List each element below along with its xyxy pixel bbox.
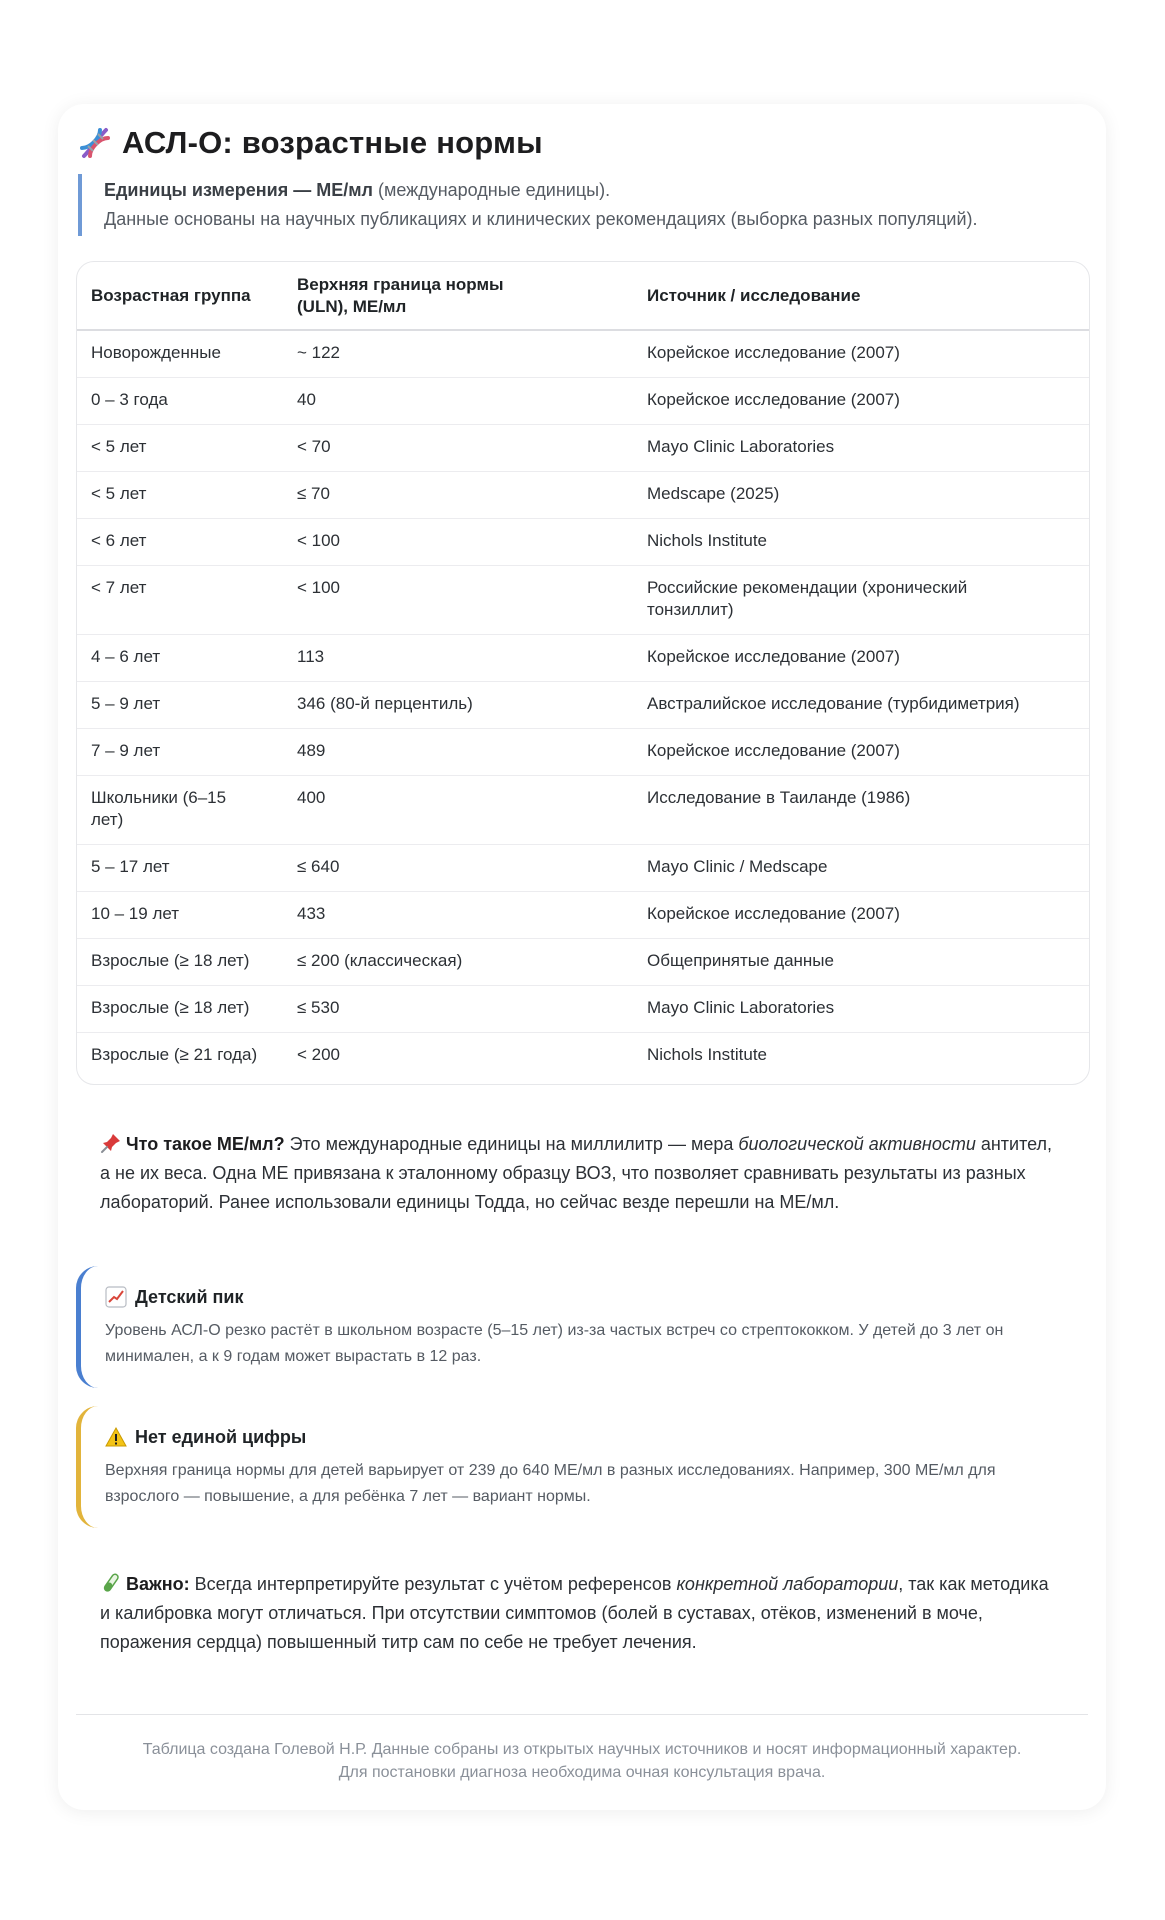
cell-source: Корейское исследование (2007) bbox=[633, 891, 1089, 938]
cell-source: Общепринятые данные bbox=[633, 938, 1089, 985]
units-label: Единицы измерения — МЕ/мл bbox=[104, 180, 373, 200]
cell-source: Nichols Institute bbox=[647, 1044, 767, 1064]
dna-icon bbox=[78, 126, 112, 160]
table-row bbox=[77, 775, 1089, 844]
cell-uln: ≤ 640 bbox=[283, 844, 633, 891]
chart-up-icon bbox=[105, 1286, 127, 1308]
cell-age: Взрослые (≥ 21 года) bbox=[91, 1044, 258, 1064]
cell-uln: 489 bbox=[283, 728, 633, 775]
warning-icon bbox=[105, 1426, 127, 1448]
cell-uln: 40 bbox=[283, 377, 633, 424]
footer-divider bbox=[76, 1714, 1088, 1715]
table-header-row bbox=[77, 262, 1089, 330]
callout-warn-body: Верхняя граница нормы для детей варьирует от 239 до 640 МЕ/мл в разных исследованиях. Например, 300 МЕ/мл для взрослого — повышение, а для ребёнка 7 лет — вариант нормы. bbox=[105, 1462, 996, 1505]
test-tube-icon bbox=[100, 1572, 122, 1594]
callout-peak-heading bbox=[105, 1282, 1086, 1312]
table-row bbox=[77, 518, 1089, 565]
cell-source: Корейское исследование (2007) bbox=[633, 728, 1089, 775]
cell-source: Корейское исследование (2007) bbox=[633, 377, 1089, 424]
important-note bbox=[100, 1570, 1060, 1657]
callout-no-single-number bbox=[76, 1406, 1086, 1528]
cell-uln: 113 bbox=[283, 634, 633, 681]
table-row bbox=[77, 728, 1089, 775]
cell-source: Корейское исследование (2007) bbox=[633, 330, 1089, 377]
table-row bbox=[77, 634, 1089, 681]
cell-age bbox=[77, 775, 283, 844]
callout-warn-title: Нет единой цифры bbox=[135, 1426, 307, 1447]
table-row bbox=[77, 1032, 1089, 1079]
cell-source: Австралийское исследование (турбидиметрия) bbox=[633, 681, 1089, 728]
cell-source: Корейское исследование (2007) bbox=[633, 634, 1089, 681]
cell-uln: 346 (80-й перцентиль) bbox=[283, 681, 633, 728]
important-label: Важно: bbox=[126, 1574, 190, 1594]
cell-age: Взрослые (≥ 18 лет) bbox=[77, 938, 283, 985]
callout-peak-title: Детский пик bbox=[135, 1286, 244, 1307]
cell-source: Исследование в Таиланде (1986) bbox=[633, 775, 1089, 844]
footer-line-1: Таблица создана Голевой Н.Р. Данные собраны из открытых научных источников и носят информационный характер. bbox=[142, 1741, 1022, 1758]
table-row bbox=[77, 330, 1089, 377]
units-explainer bbox=[100, 1130, 1060, 1217]
cell-uln: 400 bbox=[283, 775, 633, 844]
cell-source: Medscape (2025) bbox=[633, 471, 1089, 518]
intro-block bbox=[78, 174, 1104, 236]
callout-childhood-peak bbox=[76, 1266, 1086, 1388]
table-row bbox=[77, 471, 1089, 518]
table-row bbox=[77, 891, 1089, 938]
units-explainer-italic: биологической активности bbox=[738, 1134, 976, 1154]
cell-uln: ≤ 70 bbox=[283, 471, 633, 518]
cell-age: 5 – 17 лет bbox=[77, 844, 283, 891]
units-explainer-title: Что такое МЕ/мл? bbox=[126, 1134, 285, 1154]
callout-warn-heading bbox=[105, 1422, 1086, 1452]
cell-age-text: Школьники (6–15 лет) bbox=[91, 787, 227, 829]
cell-age: 10 – 19 лет bbox=[77, 891, 283, 938]
cell-uln: < 100 bbox=[283, 518, 633, 565]
column-header-age: Возрастная группа bbox=[77, 262, 283, 330]
content-card bbox=[58, 104, 1106, 1810]
footer-line-2: Для постановки диагноза необходима очная консультация врача. bbox=[338, 1764, 826, 1781]
cell-source: Mayo Clinic Laboratories bbox=[633, 424, 1089, 471]
cell-source-text: Российские рекомендации (хронический тонзиллит) bbox=[647, 577, 968, 619]
page-title: АСЛ-О: возрастные нормы bbox=[122, 125, 543, 160]
cell-source: Mayo Clinic / Medscape bbox=[633, 844, 1089, 891]
important-text1: Всегда интерпретируйте результат с учётом референсов bbox=[189, 1574, 677, 1594]
cell-age: 7 – 9 лет bbox=[77, 728, 283, 775]
column-header-uln bbox=[283, 262, 633, 330]
norms-table bbox=[76, 261, 1090, 1085]
cell-age: 0 – 3 года bbox=[77, 377, 283, 424]
table-row bbox=[77, 938, 1089, 985]
cell-age: 5 – 9 лет bbox=[77, 681, 283, 728]
column-header-source: Источник / исследование bbox=[633, 262, 1089, 330]
cell-age: < 7 лет bbox=[77, 565, 283, 634]
column-header-uln-label: Верхняя граница нормы (ULN), МЕ/мл bbox=[297, 274, 504, 316]
table-row bbox=[77, 681, 1089, 728]
cell-uln: 433 bbox=[283, 891, 633, 938]
cell-uln: ≤ 200 (классическая) bbox=[283, 938, 633, 985]
callout-peak-body: Уровень АСЛ-О резко растёт в школьном возрасте (5–15 лет) из-за частых встреч со стрептококком. У детей до 3 лет он минимален, а к 9 годам может вырастать в 12 раз. bbox=[105, 1322, 1004, 1365]
cell-source: Nichols Institute bbox=[633, 518, 1089, 565]
cell-source bbox=[633, 565, 1089, 634]
table-row bbox=[77, 844, 1089, 891]
table-row bbox=[77, 565, 1089, 634]
units-explainer-text1: Это международные единицы на миллилитр — мера bbox=[284, 1134, 739, 1154]
cell-source: Mayo Clinic Laboratories bbox=[633, 985, 1089, 1032]
cell-uln: ~ 122 bbox=[283, 330, 633, 377]
cell-age: < 5 лет bbox=[77, 424, 283, 471]
units-note: (международные единицы). bbox=[372, 180, 611, 200]
pushpin-icon bbox=[100, 1132, 122, 1154]
important-italic: конкретной лаборатории bbox=[676, 1574, 899, 1594]
table-row bbox=[77, 985, 1089, 1032]
title-row bbox=[78, 118, 543, 168]
cell-age: 4 – 6 лет bbox=[77, 634, 283, 681]
cell-age: Взрослые (≥ 18 лет) bbox=[77, 985, 283, 1032]
cell-uln: ≤ 530 bbox=[283, 985, 633, 1032]
units-line bbox=[104, 176, 1104, 205]
cell-age: < 5 лет bbox=[77, 471, 283, 518]
footer bbox=[76, 1738, 1088, 1784]
cell-age: Новорожденные bbox=[77, 330, 283, 377]
cell-age: < 6 лет bbox=[77, 518, 283, 565]
source-note: Данные основаны на научных публикациях и клинических рекомендациях (выборка разных популяций). bbox=[104, 209, 978, 229]
units-explainer-text2: антител, а не их веса. Одна МЕ привязана к эталонному образцу ВОЗ, что позволяет сравнивать результаты из разных лабораторий. Ранее использовали единицы Тодда, но сейчас везде перешли на МЕ/мл. bbox=[100, 1134, 1053, 1212]
cell-uln: < 100 bbox=[283, 565, 633, 634]
important-text2: , так как методика и калибровка могут отличаться. При отсутствии симптомов (болей в суставах, отёков, изменений в моче, поражения сердца) повышенный титр сам по себе не требует лечения. bbox=[100, 1574, 1049, 1652]
table-row bbox=[77, 424, 1089, 471]
cell-uln: < 200 bbox=[297, 1044, 341, 1064]
cell-uln: < 70 bbox=[283, 424, 633, 471]
table-row bbox=[77, 377, 1089, 424]
